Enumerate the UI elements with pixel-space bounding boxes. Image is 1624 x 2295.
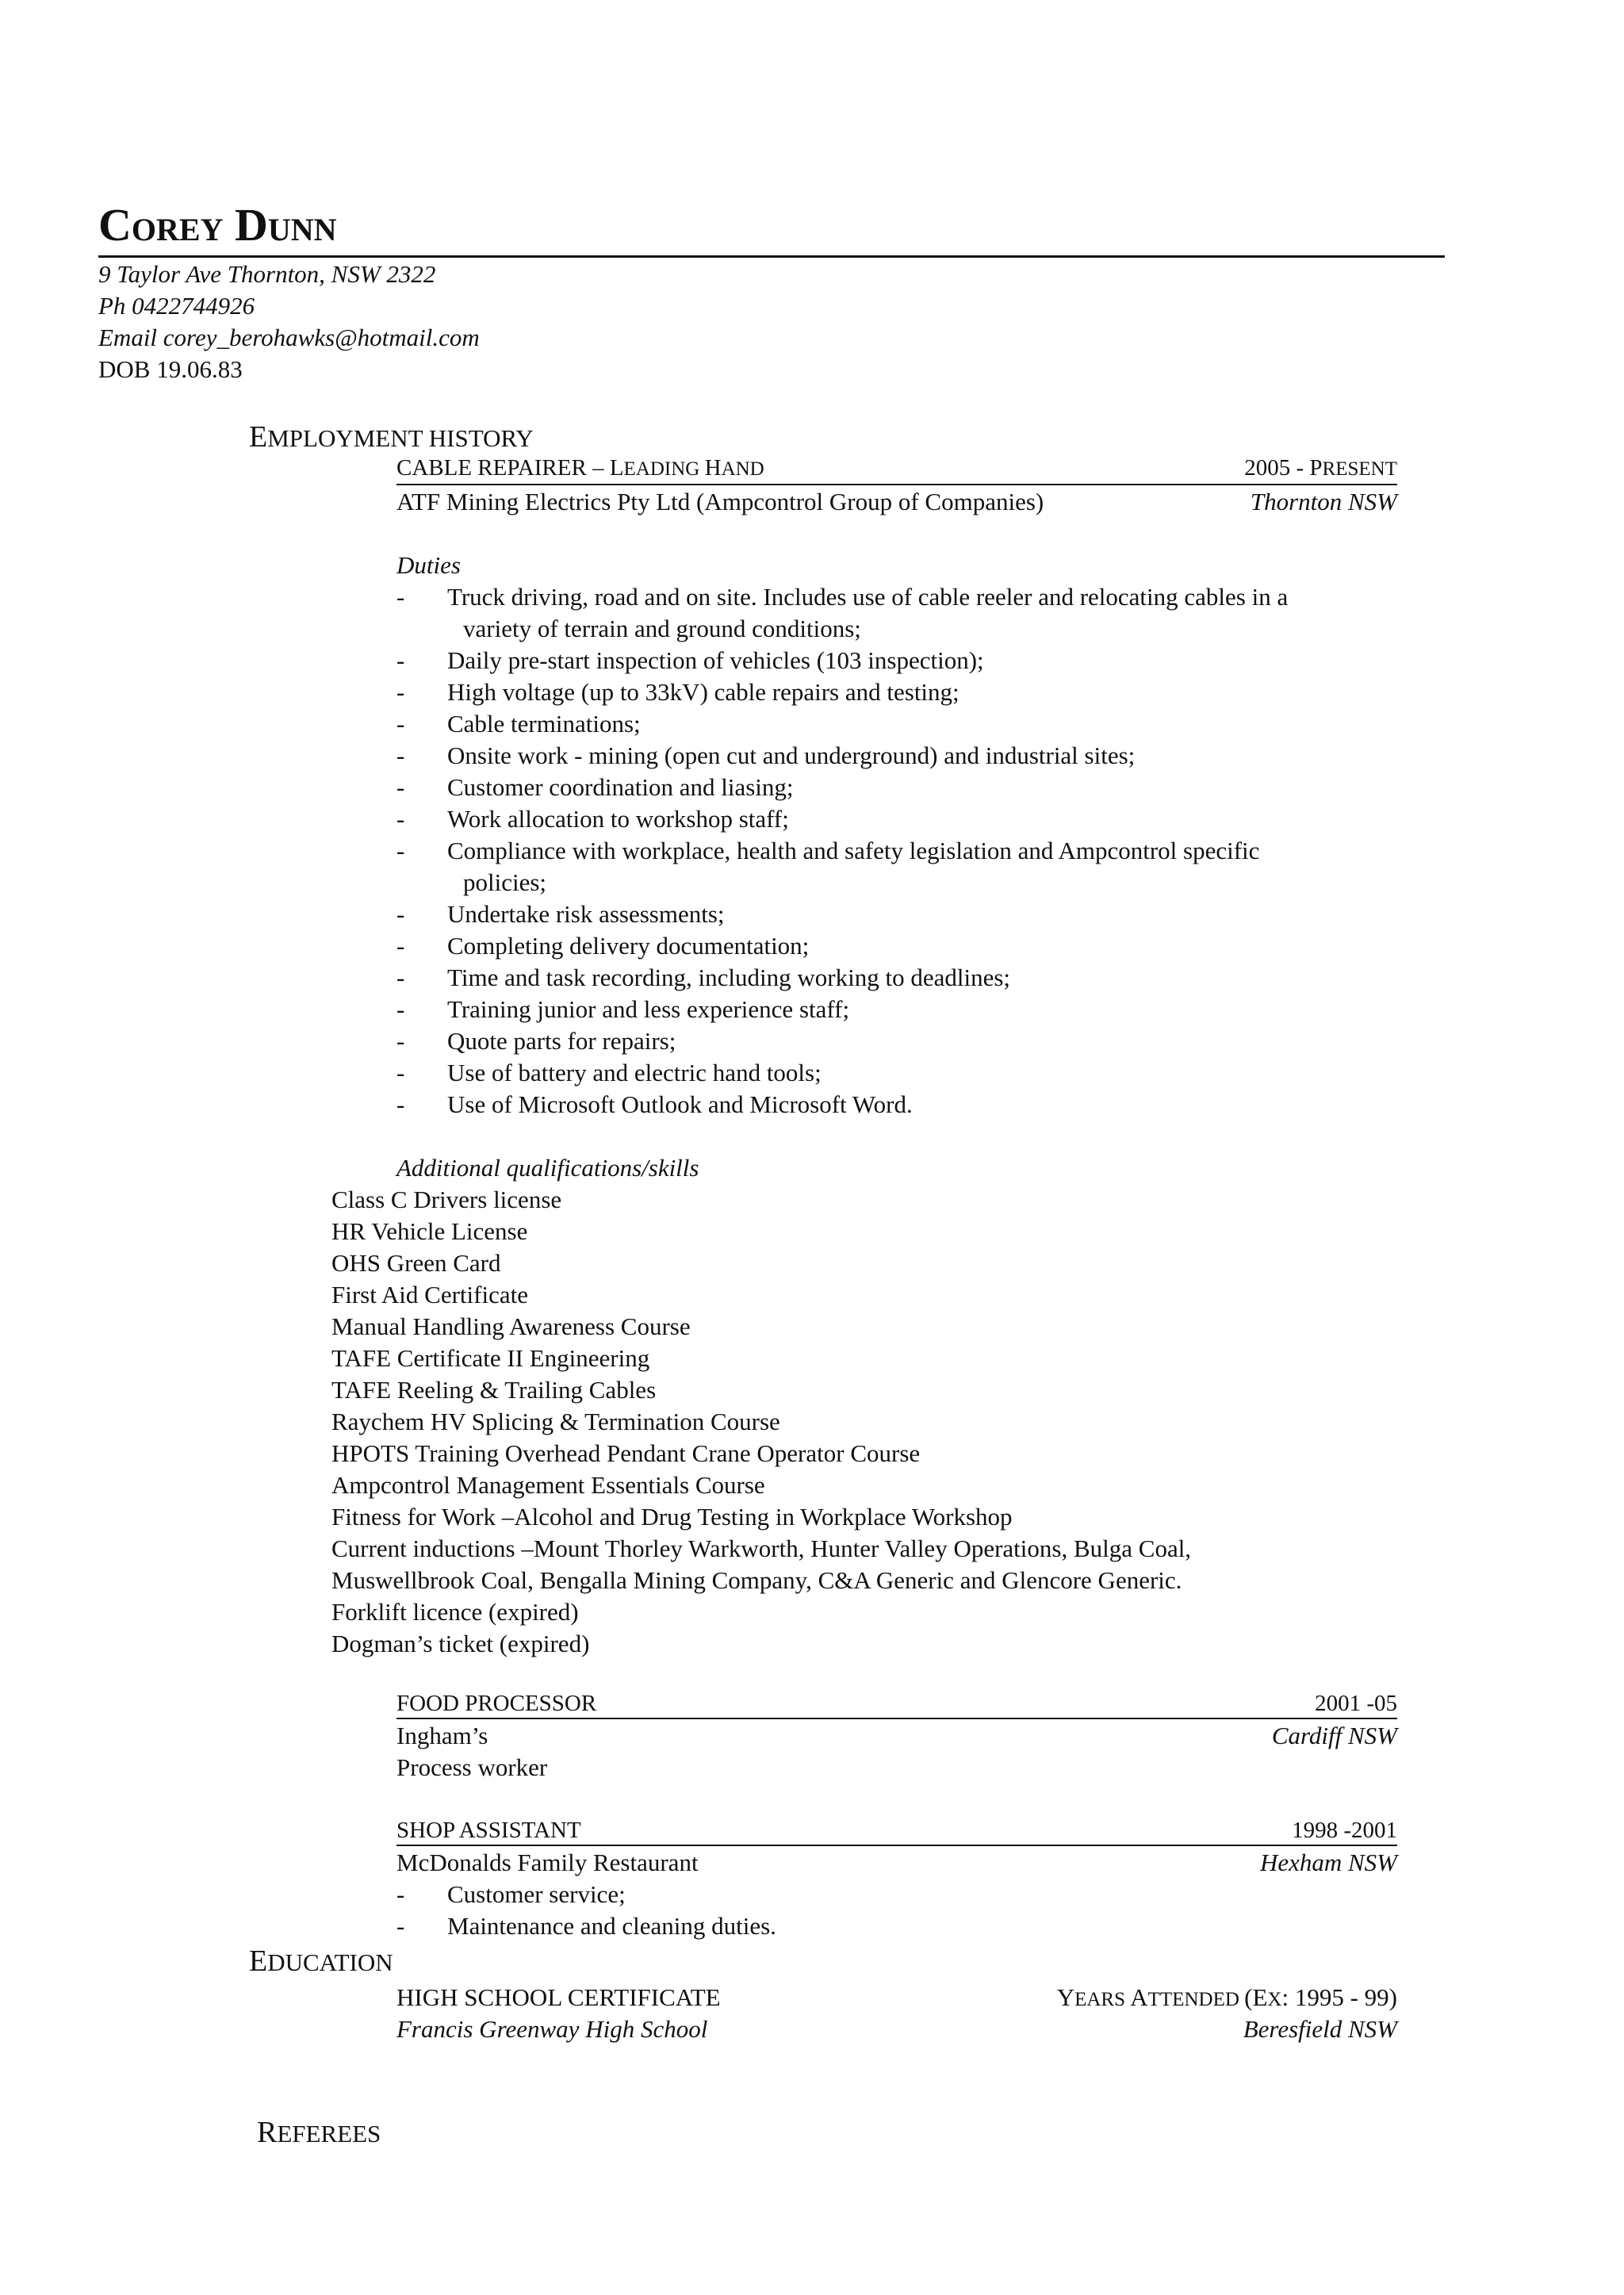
phone: Ph 0422744926 (98, 292, 255, 320)
list-item: Completing delivery documentation; (447, 932, 810, 960)
job2-location: Cardiff NSW (1271, 1722, 1397, 1749)
list-item: Muswellbrook Coal, Bengalla Mining Company, C&A Generic and Glencore Generic. (331, 1566, 1182, 1594)
list-item: Quote parts for repairs; (447, 1027, 676, 1055)
list-item: Compliance with workplace, health and safety legislation and Ampcontrol specific (447, 837, 1260, 864)
list-item: Dogman’s ticket (expired) (331, 1630, 590, 1657)
job3-location: Hexham NSW (1259, 1849, 1397, 1876)
list-bullet: - (396, 583, 405, 611)
list-item: Raychem HV Splicing & Termination Course (331, 1408, 780, 1435)
list-item: Truck driving, road and on site. Includes use of cable reeler and relocating cables in a (447, 583, 1289, 611)
education-heading: EDUCATION (249, 1944, 393, 1978)
education-certificate: HIGH SCHOOL CERTIFICATE (396, 1983, 721, 2011)
job2-company: Ingham’s (396, 1722, 488, 1749)
list-item: Cable terminations; (447, 710, 641, 738)
job1-dates: 2005 - PRESENT (1244, 455, 1397, 481)
list-item: Work allocation to workshop staff; (447, 805, 789, 833)
duties-label: Duties (396, 551, 461, 579)
job2-dates: 2001 -05 (1315, 1691, 1397, 1716)
job3-title: SHOP ASSISTANT (396, 1818, 581, 1843)
list-bullet: - (396, 678, 405, 706)
education-school: Francis Greenway High School (396, 2015, 708, 2043)
job1-header (396, 455, 1397, 485)
list-item: Daily pre-start inspection of vehicles (103 inspection); (447, 646, 984, 674)
list-item: HR Vehicle License (331, 1217, 528, 1245)
dob: DOB 19.06.83 (98, 355, 243, 383)
employment-heading: EMPLOYMENT HISTORY (249, 420, 534, 454)
job2-role: Process worker (396, 1753, 548, 1781)
job2-header (396, 1689, 1397, 1719)
list-bullet: - (396, 710, 405, 738)
list-item: TAFE Reeling & Trailing Cables (331, 1376, 657, 1404)
list-bullet: - (396, 1912, 405, 1940)
list-item: OHS Green Card (331, 1249, 501, 1277)
list-item: Manual Handling Awareness Course (331, 1312, 691, 1340)
list-bullet: - (396, 773, 405, 801)
list-item-continued: variety of terrain and ground conditions; (463, 615, 861, 642)
list-item: Use of battery and electric hand tools; (447, 1059, 822, 1086)
education-location: Beresfield NSW (1243, 2015, 1397, 2043)
education-years: YEARS ATTENDED (EX: 1995 - 99) (1056, 1983, 1397, 2011)
referees-heading: REFEREES (257, 2116, 381, 2149)
list-bullet: - (396, 995, 405, 1023)
address: 9 Taylor Ave Thornton, NSW 2322 (98, 260, 436, 288)
job1-title: CABLE REPAIRER – LEADING HAND (396, 455, 764, 481)
list-bullet: - (396, 646, 405, 674)
job1-company: ATF Mining Electrics Pty Ltd (Ampcontrol Group of Companies) (396, 488, 1044, 515)
list-bullet: - (396, 932, 405, 960)
job2-title: FOOD PROCESSOR (396, 1691, 597, 1716)
job3-dates: 1998 -2001 (1292, 1818, 1397, 1843)
email: Email corey_berohawks@hotmail.com (98, 324, 480, 351)
candidate-name: COREY DUNN (98, 199, 337, 251)
list-item: Customer service; (447, 1880, 626, 1908)
list-bullet: - (396, 1880, 405, 1908)
list-item: Class C Drivers license (331, 1186, 562, 1213)
list-item: Customer coordination and liasing; (447, 773, 794, 801)
list-bullet: - (396, 1090, 405, 1118)
list-item-continued: policies; (463, 868, 547, 896)
list-bullet: - (396, 964, 405, 991)
list-bullet: - (396, 837, 405, 864)
list-bullet: - (396, 1027, 405, 1055)
job3-company: McDonalds Family Restaurant (396, 1849, 699, 1876)
list-item: Time and task recording, including working to deadlines; (447, 964, 1011, 991)
qualifications-label: Additional qualifications/skills (396, 1154, 699, 1182)
list-item: Forklift licence (expired) (331, 1598, 579, 1626)
list-item: Onsite work - mining (open cut and underground) and industrial sites; (447, 741, 1136, 769)
list-item: Current inductions –Mount Thorley Warkworth, Hunter Valley Operations, Bulga Coal, (331, 1534, 1192, 1562)
list-item: High voltage (up to 33kV) cable repairs and testing; (447, 678, 959, 706)
list-bullet: - (396, 1059, 405, 1086)
list-bullet: - (396, 805, 405, 833)
job1-location: Thornton NSW (1250, 488, 1397, 515)
list-item: Undertake risk assessments; (447, 900, 725, 928)
list-item: HPOTS Training Overhead Pendant Crane Operator Course (331, 1439, 921, 1467)
list-item: Use of Microsoft Outlook and Microsoft Word. (447, 1090, 913, 1118)
name-divider (98, 255, 1445, 258)
job3-header (396, 1816, 1397, 1846)
list-item: Training junior and less experience staff; (447, 995, 850, 1023)
list-bullet: - (396, 741, 405, 769)
list-bullet: - (396, 900, 405, 928)
list-item: Ampcontrol Management Essentials Course (331, 1471, 765, 1499)
list-item: TAFE Certificate II Engineering (331, 1344, 650, 1372)
list-item: Fitness for Work –Alcohol and Drug Testing in Workplace Workshop (331, 1503, 1013, 1531)
list-item: Maintenance and cleaning duties. (447, 1912, 776, 1940)
list-item: First Aid Certificate (331, 1281, 528, 1308)
